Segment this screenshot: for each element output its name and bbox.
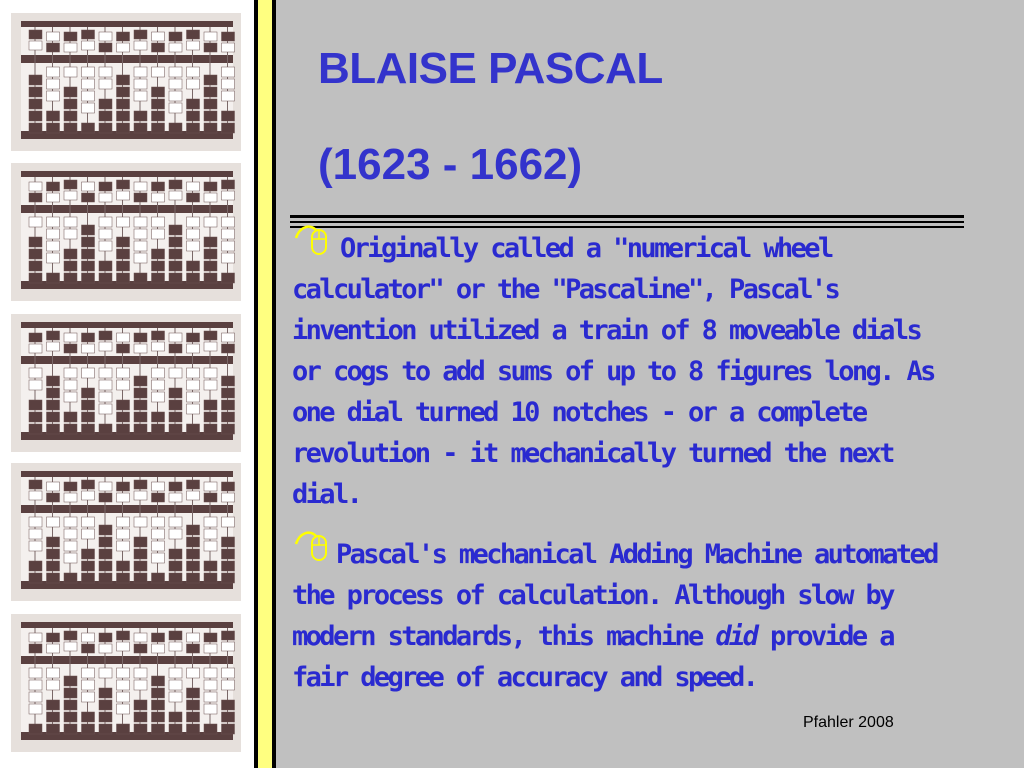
abacus-icon [11,314,241,452]
paragraph-2-text-end: provide a fair degree of accuracy and speed. [292,621,893,693]
abacus-icon [11,13,241,151]
image-sidebar [0,0,254,768]
abacus-icon [11,463,241,601]
paragraph-2 [292,534,952,698]
slide-subtitle-years: (1623 - 1662) [318,140,583,189]
paragraph-2-emphasis: did [715,621,757,652]
mouse-icon [292,534,336,566]
abacus-icon [11,163,241,301]
paragraph-1-text: Originally called a "numerical wheel calculator" or the "Pascaline", Pascal's invention utilized a train of 8 moveable dials or cogs to add sums of up to 8 figures long. As one dial turned 10 notches - or a complete revolution - it mechanically turned the next dial. [292,233,934,510]
slide-title: BLAISE PASCAL [318,44,663,93]
abacus-icon [11,614,241,752]
paragraph-1 [292,228,952,515]
horizontal-rule [290,215,964,218]
paragraph-2-text: Pascal's mechanical Adding Machine automated the process of calculation. Although slow by modern standards, this machine [292,539,937,652]
credit-text: Pfahler 2008 [803,714,894,731]
mouse-icon [292,228,340,260]
vertical-divider-fill [258,0,272,768]
horizontal-rule [290,221,964,223]
